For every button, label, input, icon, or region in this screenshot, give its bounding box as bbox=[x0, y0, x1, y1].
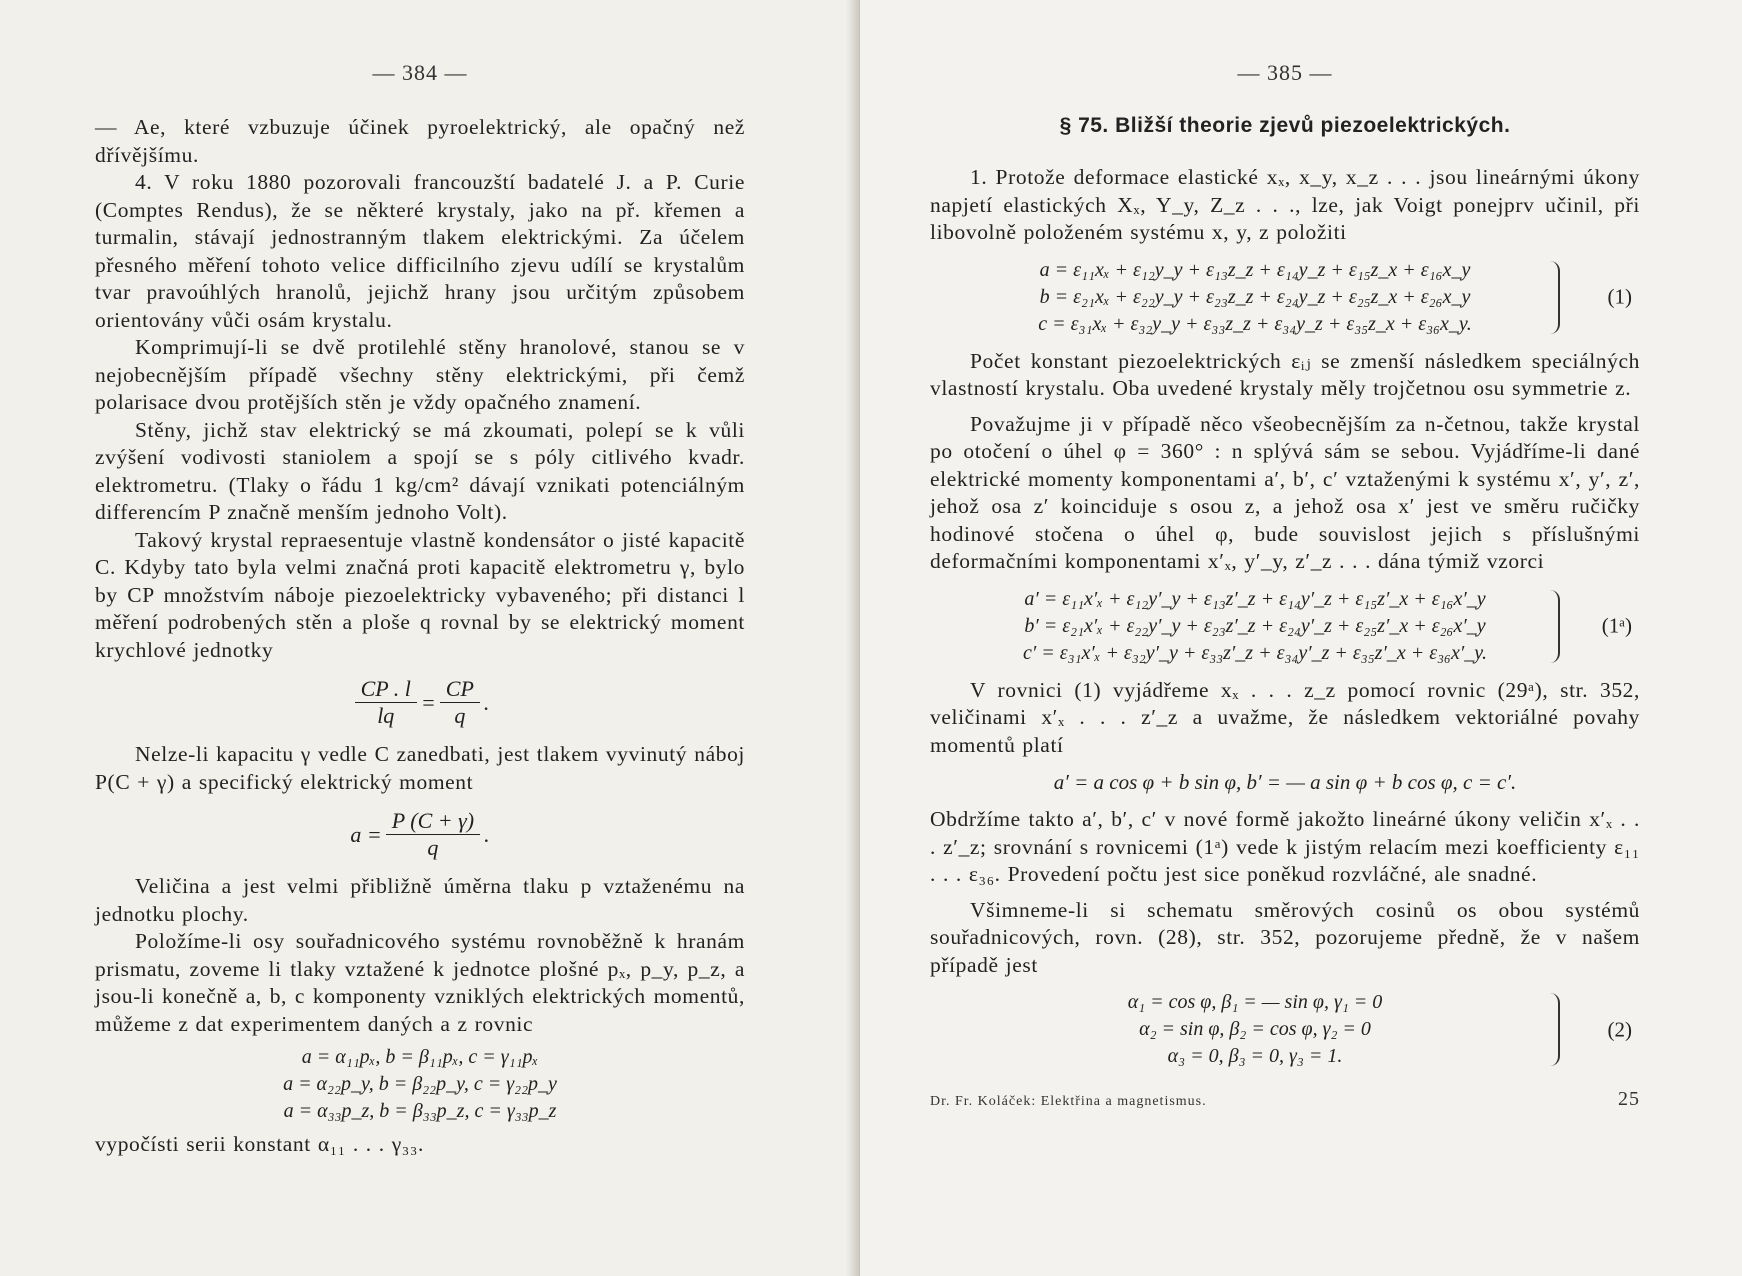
right-paragraph-2: Počet konstant piezoelektrických εᵢⱼ se zmenší následkem speciálných vlastností krystalu. Oba uvedené krystaly měly trojčetnou osu symmetrie z. bbox=[930, 348, 1640, 400]
equation-1-label: (1) bbox=[1607, 284, 1632, 309]
equals-sign: = bbox=[420, 689, 436, 715]
equation-pressure-system: a = α₁₁pₓ, b = β₁₁pₓ, c = γ₁₁pₓ a = α₂₂p_y, b = β₂₂p_y, c = γ₂₂p_y a = α₃₃p_z, b = β₃₃p_z, c = γ₃₃p_z bbox=[283, 1046, 557, 1122]
equation-rotation: a′ = a cos φ + b sin φ, b′ = — a sin φ + b cos φ, c = c′. bbox=[1053, 770, 1517, 794]
right-page-number: — 385 — bbox=[1237, 60, 1333, 85]
page-footer bbox=[930, 1088, 1640, 1111]
equation-brace bbox=[1548, 993, 1560, 1066]
left-paragraph-2: 4. V roku 1880 pozorovali francouzští badatelé J. a P. Curie (Comptes Rendus), že se některé krystaly, jako na př. křemen a turmalin, stávají jednostranným tlakem elektrickými. Za účelem přesného měření tohoto velice difficilního zjevu udílí se krystalům tvar pravoúhlých hranolů, jejichž hrany jsou určitým způsobem orientovány vůči osám krystalu. bbox=[95, 170, 745, 332]
fraction-right: $\frac{CP}{q}$ bbox=[440, 676, 480, 729]
equation-brace bbox=[1548, 590, 1560, 663]
left-paragraph-1: — Ae, které vzbuzuje účinek pyroelektrický, ale opačný než dřívějšímu. bbox=[95, 115, 745, 167]
equation-moment-fraction: $\frac{CP . l}{lq}$ = $\frac{CP}{q}$ . bbox=[95, 676, 745, 729]
right-paragraph-1: 1. Protože deformace elastické xₓ, x_y, x_z . . . jsou lineárnými úkony napjetí elastických Xₓ, Y_y, Z_z . . ., lze, jak Voigt ponejprv učinil, při libovolně položeném systému x, y, z položiti bbox=[930, 165, 1640, 244]
equation-1a-label: (1ᵃ) bbox=[1601, 613, 1632, 638]
left-text-column bbox=[95, 60, 745, 1159]
right-paragraph-6: Všimneme-li si schematu směrových cosinů os obou systémů souřadnicových, rovn. (28), str. 352, pozorujeme předně, že v našem případě jest bbox=[930, 897, 1640, 977]
equation-brace bbox=[1548, 261, 1560, 334]
left-page bbox=[0, 0, 860, 1276]
footer-signature-number: 25 bbox=[1618, 1088, 1640, 1110]
equation-specific-moment: a = $\frac{P (C + \gamma)}{q}$ . bbox=[350, 808, 490, 860]
right-paragraph-3: Považujme ji v případě něco všeobecnějším za n-četnou, takže krystal po otočení o úhel φ = 360° : n splývá sám se sebou. Vyjádříme-li dané elektrické momenty komponentami a′, b′, c′ vztaženými k systému x′, y′, z′, jehož osa z′ koinciduje s osou z, a jehož osa x′ jest ve směru ručičky hodinové stočena o úhel φ, bude souvislost jejich s příslušnými deformačními komponentami x′ₓ, y′_y, z′_z . . . dána týmiž vzorci bbox=[930, 411, 1640, 573]
fraction-specific-moment: $\frac{P (C + \gamma)}{q}$ bbox=[386, 808, 480, 861]
right-page bbox=[860, 0, 1742, 1276]
left-paragraph-last: vypočísti serii konstant α₁₁ . . . γ₃₃. bbox=[95, 1132, 424, 1156]
equation-1a-block: a′ = ε₁₁x′ₓ + ε₁₂y′_y + ε₁₃z′_z + ε₁₄y′_z + ε₁₅z′_x + ε₁₆x′_y b′ = ε₂₁x′ₓ + ε₂₂y′_y + ε₂₃z′_z + ε₂₄y′_z + ε₂₅z′_x + ε₂₆x′_y c′ = ε₃₁x′ₓ + ε₃₂y′_y + ε₃₃z′_z + ε₃₄y′_z + ε₃₅z′_x + ε₃₆x′_y. (1ᵃ) bbox=[1022, 587, 1632, 664]
right-text-column bbox=[930, 60, 1640, 1111]
left-paragraph-3: Komprimují-li se dvě protilehlé stěny hranolové, stanou se v nejobecnějším případě všechny stěny elektrickými, při čemž polarisace dvou protějších stěn je vždy opačného znamení. bbox=[95, 335, 745, 414]
equation-1-block: a = ε₁₁xₓ + ε₁₂y_y + ε₁₃z_z + ε₁₄y_z + ε₁₅z_x + ε₁₆x_y b = ε₂₁xₓ + ε₂₂y_y + ε₂₃z_z + ε₂₄y_z + ε₂₅z_x + ε₂₆x_y c = ε₃₁xₓ + ε₃₂y_y + ε₃₃z_z + ε₃₄y_z + ε₃₅z_x + ε₃₆x_y. (1) bbox=[1038, 258, 1632, 335]
left-paragraph-4: Stěny, jichž stav elektrický se má zkoumati, polepí se k vůli zvýšení vodivosti staniolem a spojí se s póly citlivého kvadr. elektrometru. (Tlaky o řádu 1 kg/cm² dávají vznikati potenciálným differencím P značně menším jednoho Volt). bbox=[95, 417, 745, 524]
section-heading: § 75. Bližší theorie zjevů piezoelektrických. bbox=[1059, 114, 1511, 137]
fraction-left: $\frac{CP . l}{lq}$ bbox=[355, 676, 417, 729]
left-paragraph-5: Takový krystal repraesentuje vlastně kondensátor o jisté kapacitě C. Kdyby tato byla velmi značná proti kapacitě elektrometru γ, bylo by CP množstvím náboje piezoelektricky vybaveného; při distanci l měření podrobených stěn a ploše q rovnal by se elektrický moment krychlové jednotky bbox=[95, 527, 745, 662]
left-paragraph-capacity: Nelze-li kapacitu γ vedle C zanedbati, jest tlakem vyvinutý náboj P(C + γ) a specifický elektrický moment bbox=[95, 742, 745, 794]
right-paragraph-5: Obdržíme takto a′, b′, c′ v nové formě jakožto lineárné úkony veličin x′ₓ . . . z′_z; srovnání s rovnicemi (1ᵃ) vede k jistým relacím mezi koefficienty ε₁₁ . . . ε₃₆. Provedení počtu jest sice poněkud rozvláčné, ale snadné. bbox=[930, 807, 1640, 886]
left-paragraph-proportional: Veličina a jest velmi přibližně úměrna tlaku p vztaženému na jednotku plochy. bbox=[95, 874, 745, 926]
equation-2-block: α₁ = cos φ, β₁ = — sin φ, γ₁ = 0 α₂ = sin φ, β₂ = cos φ, γ₂ = 0 α₃ = 0, β₃ = 0, γ₃ = 1. (2) bbox=[1127, 991, 1632, 1067]
right-paragraph-4: V rovnici (1) vyjádřeme xₓ . . . z_z pomocí rovnic (29ᵃ), str. 352, veličinami x′ₓ . . . z′_z a uvažme, že následkem vektoriálné povahy momentů platí bbox=[930, 677, 1640, 757]
footer-book-title: Dr. Fr. Koláček: Elektřina a magnetismus. bbox=[930, 1094, 1207, 1109]
equation-2-label: (2) bbox=[1607, 1017, 1632, 1041]
left-paragraph-axes: Položíme-li osy souřadnicového systému rovnoběžně k hranám prismatu, zoveme li tlaky vztažené k jednotce plošné pₓ, p_y, p_z, a jsou-li konečně a, b, c komponenty vzniklých elektrických momentů, můžeme z dat experimentem daných a z rovnic bbox=[95, 929, 745, 1036]
left-page-number: — 384 — bbox=[372, 60, 468, 85]
